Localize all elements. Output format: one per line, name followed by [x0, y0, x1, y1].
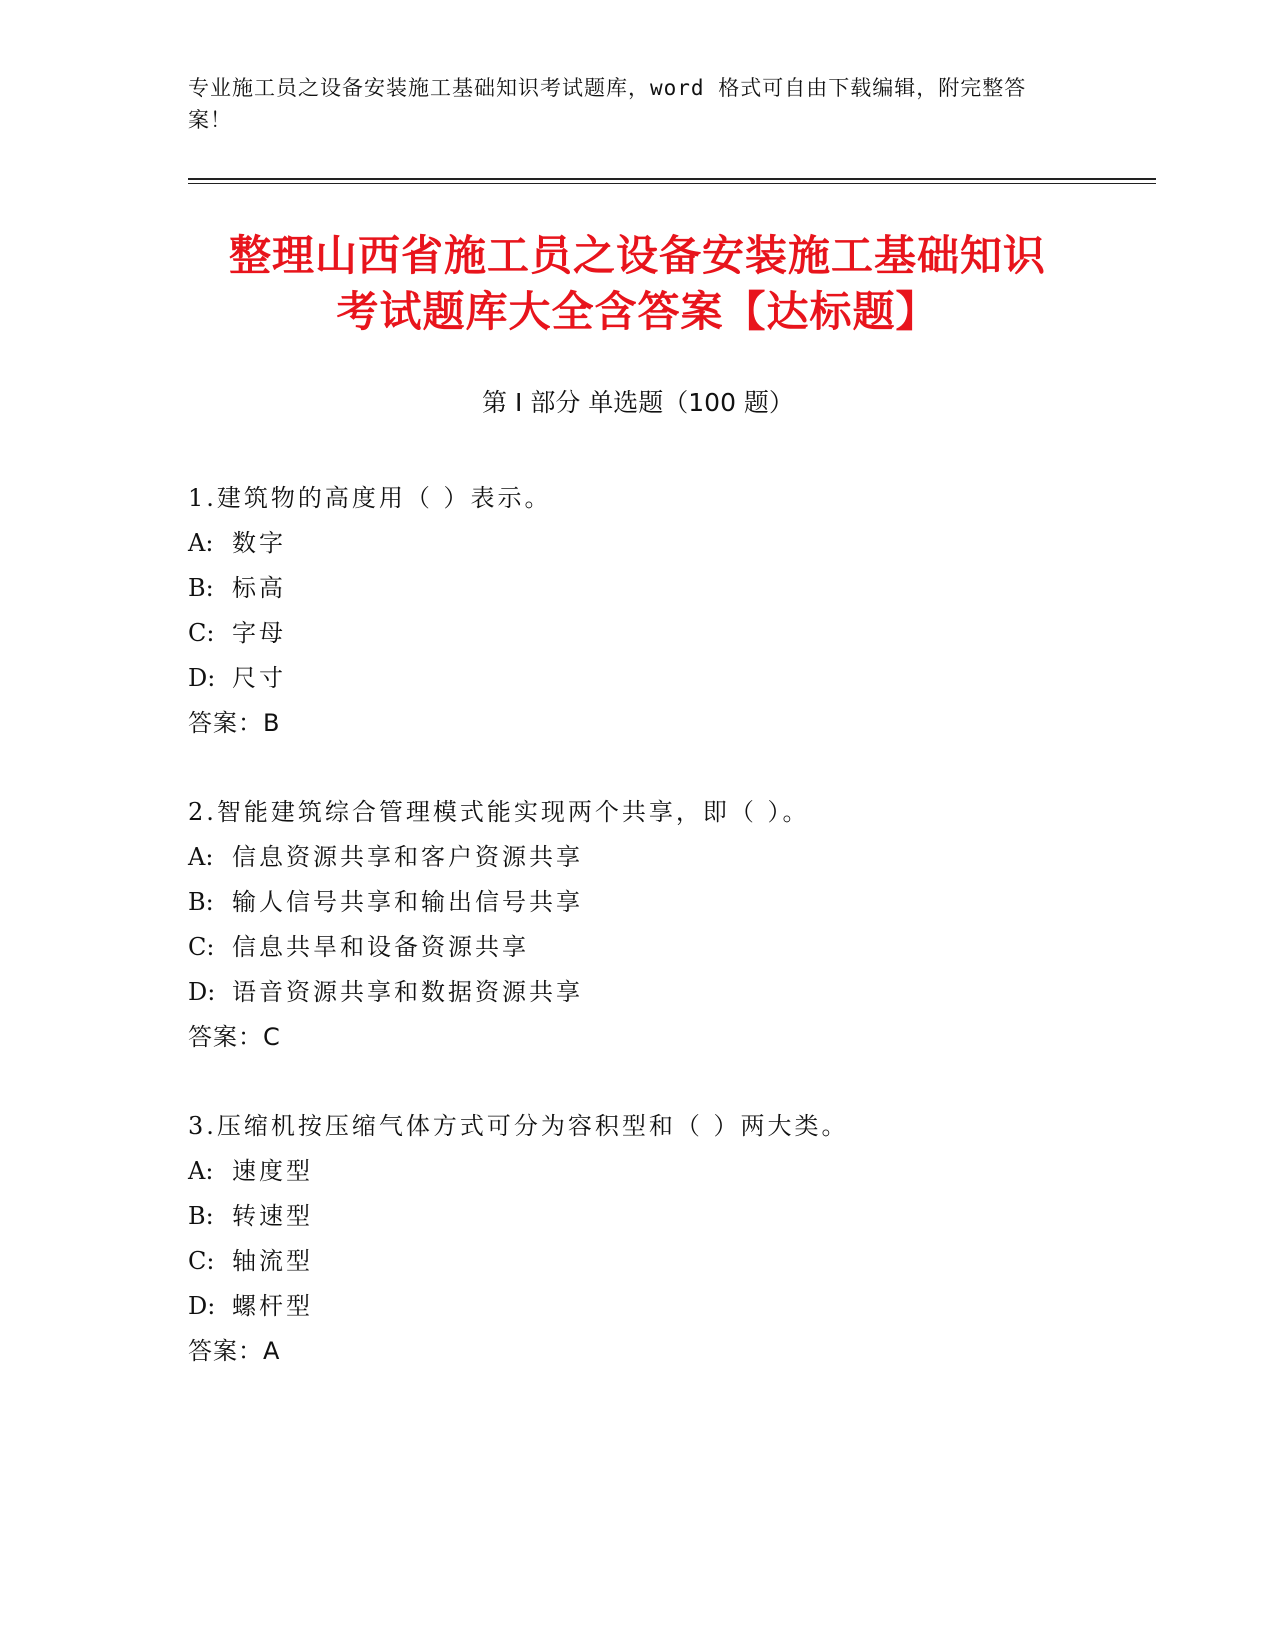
header-divider-thick	[188, 178, 1156, 180]
document-title	[120, 228, 1155, 340]
option-text: 尺寸	[232, 664, 286, 692]
option-key: C:	[188, 1247, 215, 1275]
option-a	[188, 835, 1108, 880]
option-key: B:	[188, 888, 214, 916]
option-text: 速度型	[232, 1157, 313, 1185]
option-c	[188, 611, 1108, 656]
option-b	[188, 880, 1108, 925]
question-1	[188, 476, 1108, 746]
option-c	[188, 925, 1108, 970]
question-3	[188, 1104, 1108, 1374]
question-list	[188, 476, 1108, 1418]
option-c	[188, 1239, 1108, 1284]
question-2	[188, 790, 1108, 1060]
option-text: 转速型	[232, 1202, 313, 1230]
option-key: D:	[188, 1292, 216, 1320]
option-text: 螺杆型	[232, 1292, 313, 1320]
answer-line: 答案：A	[188, 1337, 281, 1365]
answer-line: 答案：C	[188, 1023, 281, 1051]
option-key: D:	[188, 978, 216, 1006]
option-b	[188, 1194, 1108, 1239]
option-text: 信息资源共享和客户资源共享	[232, 843, 583, 871]
answer-line: 答案：B	[188, 709, 281, 737]
option-text: 字母	[232, 619, 286, 647]
option-d	[188, 656, 1108, 701]
option-key: C:	[188, 933, 215, 961]
title-line-1: 整理山西省施工员之设备安装施工基础知识	[228, 231, 1046, 280]
option-key: A:	[188, 529, 214, 557]
option-key: B:	[188, 1202, 214, 1230]
option-a	[188, 1149, 1108, 1194]
option-key: D:	[188, 664, 216, 692]
header-note: 专业施工员之设备安装施工基础知识考试题库，word 格式可自由下载编辑，附完整答案！	[188, 76, 1027, 132]
option-text: 信息共旱和设备资源共享	[232, 933, 529, 961]
option-text: 语音资源共享和数据资源共享	[232, 978, 583, 1006]
option-text: 轴流型	[232, 1247, 313, 1275]
option-key: A:	[188, 843, 214, 871]
header-divider-thin	[188, 183, 1156, 184]
question-stem: 3.压缩机按压缩气体方式可分为容积型和（ ）两大类。	[188, 1112, 849, 1140]
section-heading: 第 I 部分 单选题（100 题）	[482, 388, 794, 417]
question-stem: 2.智能建筑综合管理模式能实现两个共享，即（ ）。	[188, 798, 810, 826]
option-d	[188, 1284, 1108, 1329]
option-key: A:	[188, 1157, 214, 1185]
option-key: C:	[188, 619, 215, 647]
option-text: 数字	[232, 529, 286, 557]
title-line-2: 考试题库大全含答案【达标题】	[336, 287, 939, 336]
option-key: B:	[188, 574, 214, 602]
option-b	[188, 566, 1108, 611]
option-d	[188, 970, 1108, 1015]
option-text: 标高	[232, 574, 286, 602]
option-a	[188, 521, 1108, 566]
question-stem: 1.建筑物的高度用（ ）表示。	[188, 484, 552, 512]
option-text: 输人信号共享和输出信号共享	[232, 888, 583, 916]
